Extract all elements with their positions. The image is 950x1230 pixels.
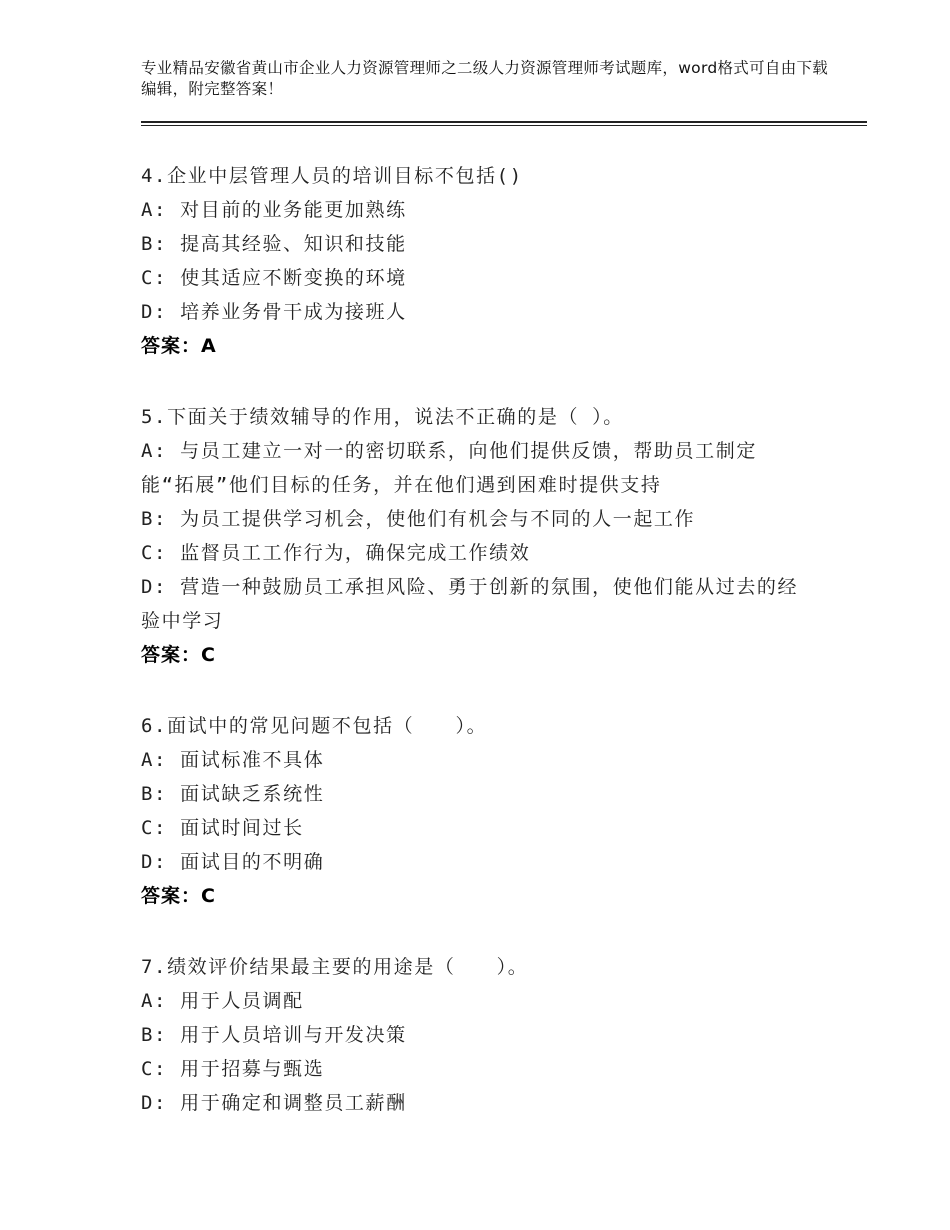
answer-label: 答案：C bbox=[141, 885, 216, 907]
document-header: 专业精品安徽省黄山市企业人力资源管理师之二级人力资源管理师考试题库，word格式可自由下载编辑，附完整答案！ bbox=[141, 59, 829, 98]
option-c: C: 监督员工工作行为，确保完成工作绩效 bbox=[141, 542, 531, 564]
question-4 bbox=[141, 159, 821, 363]
option-a: A: 对目前的业务能更加熟练 bbox=[141, 199, 407, 221]
option-a: A: 面试标准不具体 bbox=[141, 749, 325, 771]
option-b: B: 用于人员培训与开发决策 bbox=[141, 1024, 407, 1046]
question-stem: 4.企业中层管理人员的培训目标不包括() bbox=[141, 165, 523, 187]
question-stem: 5.下面关于绩效辅导的作用，说法不正确的是（ ）。 bbox=[141, 406, 624, 428]
option-d: D: 用于确定和调整员工薪酬 bbox=[141, 1092, 407, 1114]
option-b: B: 提高其经验、知识和技能 bbox=[141, 233, 407, 255]
question-stem: 7.绩效评价结果最主要的用途是（ ）。 bbox=[141, 956, 529, 978]
question-stem: 6.面试中的常见问题不包括（ ）。 bbox=[141, 715, 488, 737]
question-5 bbox=[141, 400, 821, 672]
option-b: B: 为员工提供学习机会，使他们有机会与不同的人一起工作 bbox=[141, 508, 696, 530]
option-d: D: 面试目的不明确 bbox=[141, 851, 325, 873]
question-6 bbox=[141, 709, 821, 913]
option-b: B: 面试缺乏系统性 bbox=[141, 783, 325, 805]
option-d: D: 培养业务骨干成为接班人 bbox=[141, 301, 407, 323]
option-c: C: 面试时间过长 bbox=[141, 817, 304, 839]
header-rule-thick bbox=[141, 121, 867, 123]
question-list bbox=[141, 159, 821, 1157]
question-7 bbox=[141, 950, 821, 1120]
header-rule-thin bbox=[141, 125, 867, 126]
option-a: A: 用于人员调配 bbox=[141, 990, 304, 1012]
answer-label: 答案：A bbox=[141, 335, 217, 357]
option-c: C: 用于招募与甄选 bbox=[141, 1058, 325, 1080]
option-c: C: 使其适应不断变换的环境 bbox=[141, 267, 407, 289]
answer-label: 答案：C bbox=[141, 644, 216, 666]
option-a: A: 与员工建立一对一的密切联系，向他们提供反馈，帮助员工制定能“拓展”他们目标的任务，并在他们遇到困难时提供支持 bbox=[141, 440, 757, 496]
option-d: D: 营造一种鼓励员工承担风险、勇于创新的氛围，使他们能从过去的经验中学习 bbox=[141, 576, 799, 632]
